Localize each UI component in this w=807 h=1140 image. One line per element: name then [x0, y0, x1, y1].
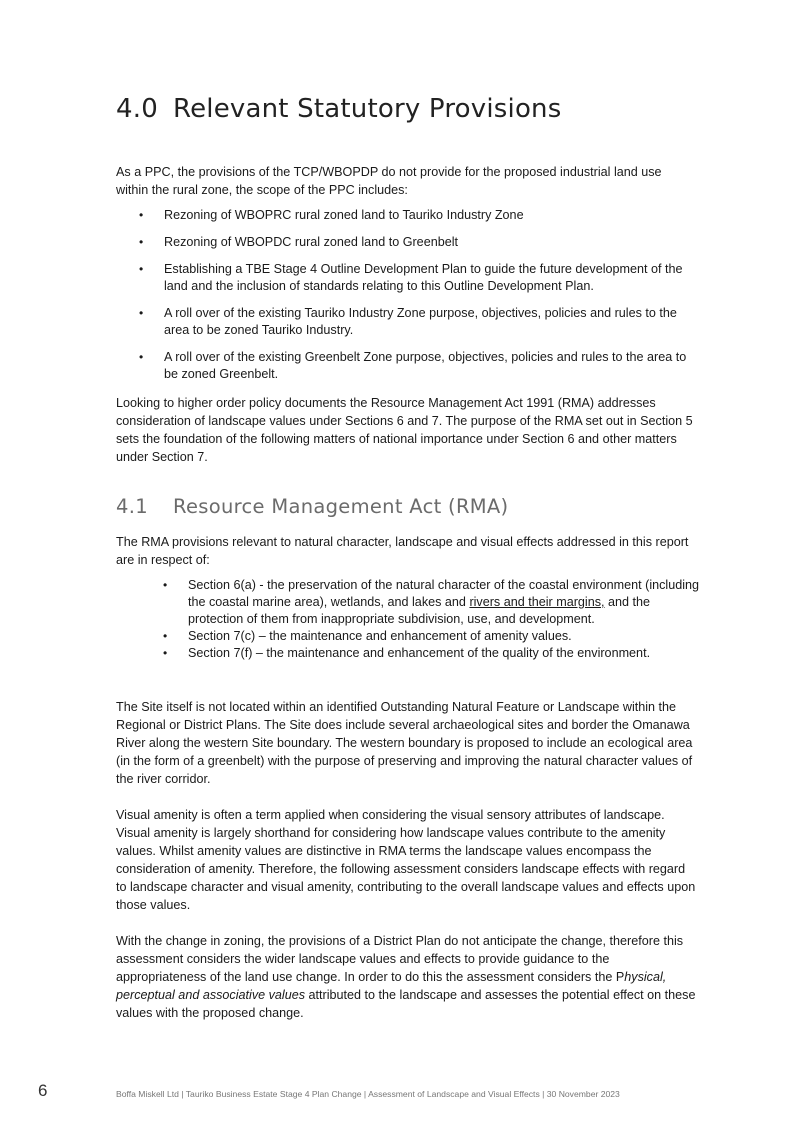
- footer-text: Boffa Miskell Ltd | Tauriko Business Estate Stage 4 Plan Change | Assessment of Landscape and Visual Effects | 30 November 2023: [116, 1089, 620, 1099]
- rma-intro-block: [116, 533, 696, 569]
- intro-paragraph: As a PPC, the provisions of the TCP/WBOPDP do not provide for the proposed industrial land use within the rural zone, the scope of the PPC includes:: [116, 165, 662, 197]
- site-paragraph: The Site itself is not located within an identified Outstanding Natural Feature or Landscape within the Regional or District Plans. The Site does include several archaeological sites and border the Omanawa River along the western Site boundary. The western boundary is proposed to include an ecological area (in the form of a greenbelt) with the purpose of preserving and improving the natural character values of the river corridor.: [116, 700, 693, 786]
- intro-block: [116, 163, 696, 199]
- amenity-paragraph-block: [116, 806, 696, 914]
- section-title: Relevant Statutory Provisions: [173, 94, 562, 124]
- scope-list-block: [116, 207, 701, 393]
- list-item: • A roll over of the existing Tauriko Industry Zone purpose, objectives, policies and rules to the area to be zoned Tauriko Industry.: [116, 305, 701, 339]
- page-number: 6: [38, 1081, 48, 1100]
- zoning-paragraph: With the change in zoning, the provisions of a District Plan do not anticipate the change, therefore this assessment considers the wider landscape values and effects to provide guidance to the appropriateness of the land use change. In order to do this the assessment considers the Physical, perceptual and associative values attributed to the landscape and assesses the potential effect on these values with the proposed change.: [116, 934, 696, 1020]
- rma-sections-block: [116, 577, 706, 662]
- list-item: • Establishing a TBE Stage 4 Outline Development Plan to guide the future development of the land and the inclusion of standards relating to this Outline Development Plan.: [116, 261, 701, 295]
- list-item-section-7f: • Section 7(f) – the maintenance and enhancement of the quality of the environment.: [116, 645, 706, 662]
- subsection-title: Resource Management Act (RMA): [173, 495, 509, 518]
- rma-intro-paragraph: The RMA provisions relevant to natural character, landscape and visual effects addressed in this report are in respect of:: [116, 535, 689, 567]
- underlined-text: rivers and their margins,: [469, 595, 605, 609]
- subsection-number: 4.1: [116, 495, 148, 518]
- list-item-section-6a: • Section 6(a) - the preservation of the natural character of the coastal environment (including the coastal marine area), wetlands, and lakes and rivers and their margins, and the protection of them from inappropriate subdivision, use, and development.: [116, 577, 706, 628]
- list-item-section-7c: • Section 7(c) – the maintenance and enhancement of amenity values.: [116, 628, 706, 645]
- list-item: • A roll over of the existing Greenbelt Zone purpose, objectives, policies and rules to the area to be zoned Greenbelt.: [116, 349, 701, 383]
- rma-sections-list: [116, 577, 706, 662]
- section-number: 4.0: [116, 94, 158, 124]
- scope-list: [116, 207, 701, 383]
- subsection-heading: [116, 495, 508, 518]
- rma-paragraph-block: [116, 394, 696, 466]
- zoning-paragraph-block: [116, 932, 696, 1022]
- amenity-paragraph: Visual amenity is often a term applied when considering the visual sensory attributes of landscape. Visual amenity is largely shorthand for considering how landscape values contribute to the amenity values. Whilst amenity values are distinctive in RMA terms the landscape values encompass the consideration of amenity. Therefore, the following assessment considers landscape effects with regard to landscape character and visual amenity, contributing to the overall landscape values and effects upon those values.: [116, 808, 696, 912]
- list-item: • Rezoning of WBOPRC rural zoned land to Tauriko Industry Zone: [116, 207, 701, 224]
- rma-paragraph: Looking to higher order policy documents the Resource Management Act 1991 (RMA) addresses consideration of landscape values under Sections 6 and 7. The purpose of the RMA set out in Section 5 sets the foundation of the following matters of national importance under Section 6 and other matters under Section 7.: [116, 396, 693, 464]
- list-item: • Rezoning of WBOPDC rural zoned land to Greenbelt: [116, 234, 701, 251]
- site-paragraph-block: [116, 698, 696, 788]
- italic-text: hysical, perceptual and associative values: [116, 970, 667, 1002]
- section-heading: [116, 94, 561, 124]
